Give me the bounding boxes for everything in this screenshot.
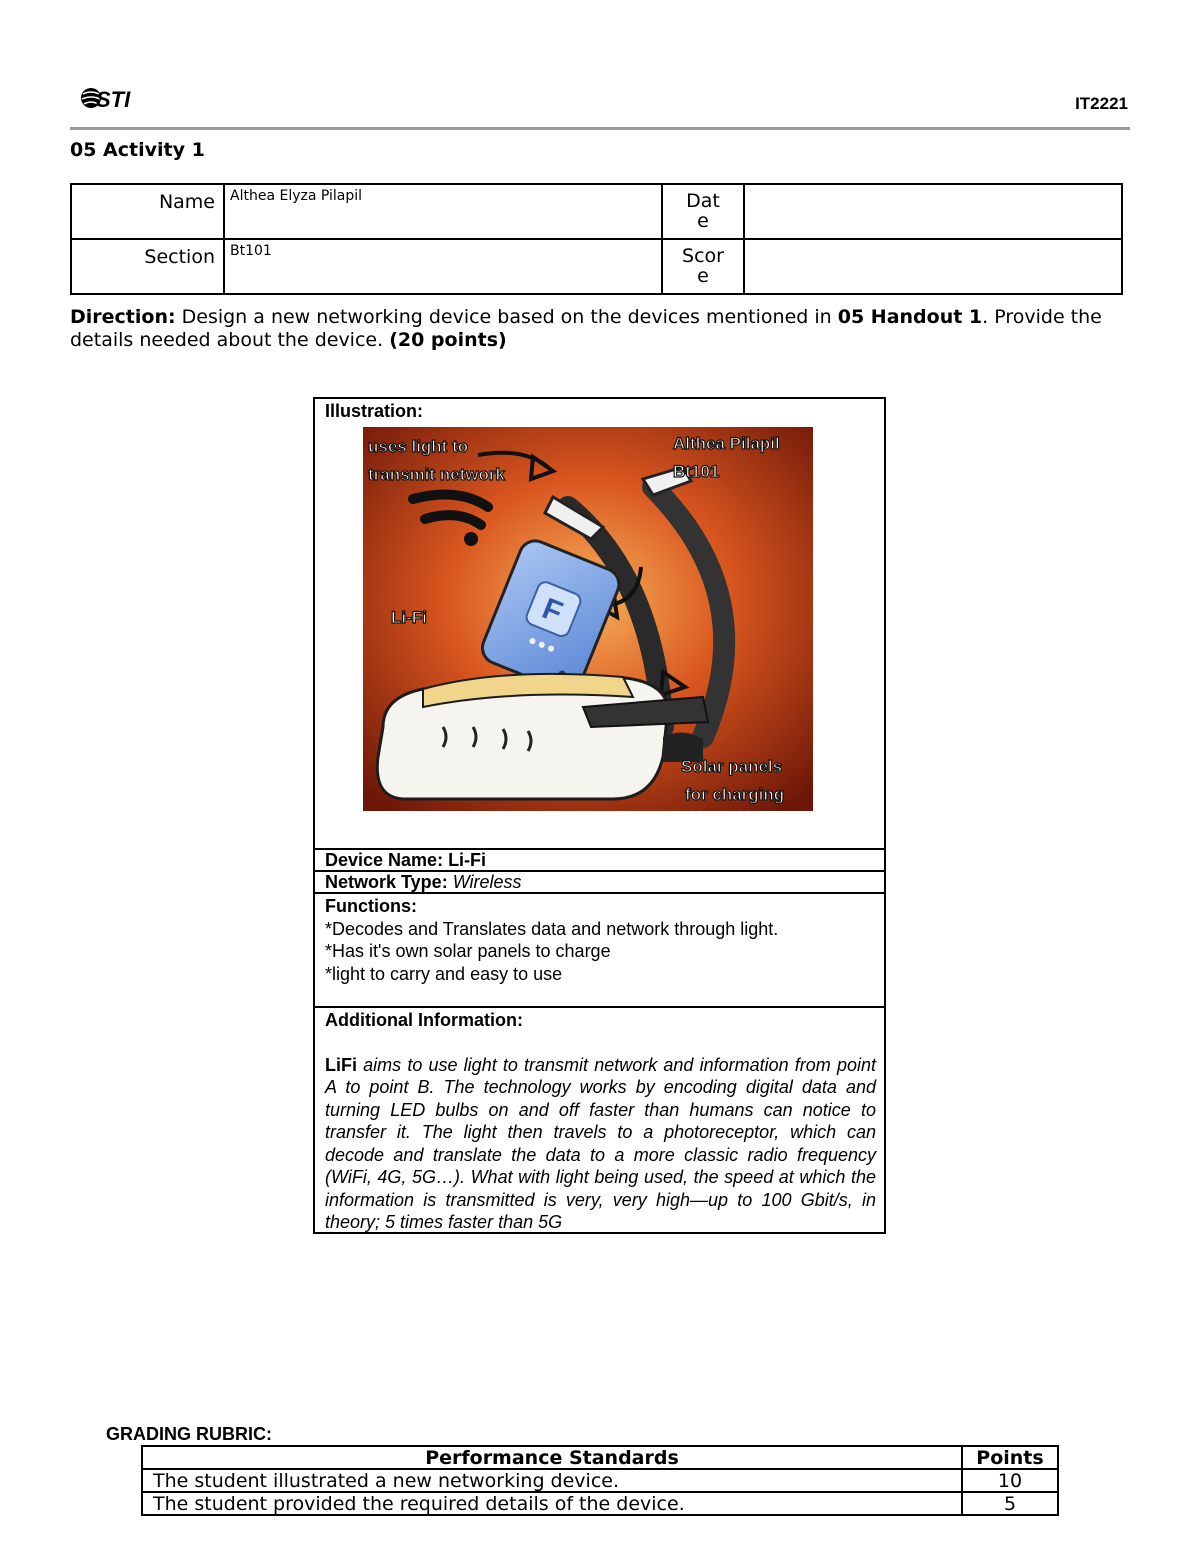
table-row [142, 1492, 1058, 1515]
network-type-row: Network Type: Wireless [315, 872, 884, 894]
lifi-device-illustration [363, 427, 813, 811]
rubric-points: 5 [962, 1492, 1058, 1515]
function-item: *Has it's own solar panels to charge [325, 941, 611, 961]
caption-line-1: uses light to [368, 437, 469, 456]
illustration-author: Althea Pilapil [673, 434, 780, 453]
additional-info-label: Additional Information: [325, 1010, 523, 1030]
grading-rubric-table [141, 1445, 1059, 1516]
name-field[interactable]: Althea Elyza Pilapil [224, 184, 662, 239]
section-label: Section [71, 239, 224, 294]
date-field[interactable] [744, 184, 1122, 239]
rubric-standard: The student provided the required details of the device. [142, 1492, 962, 1515]
illustration-section: Bt101 [673, 462, 720, 481]
student-info-table [70, 183, 1123, 295]
illustration-section [315, 399, 884, 850]
date-label: Dat e [662, 184, 744, 239]
score-field[interactable] [744, 239, 1122, 294]
direction-text: Direction: Design a new networking device based on the devices mentioned in 05 Handout 1. Provide the details needed about the device. (20 points) [70, 306, 1102, 351]
function-item: *Decodes and Translates data and network through light. [325, 918, 779, 939]
caption-line-2: transmit network [368, 465, 505, 484]
section-field[interactable]: Bt101 [224, 239, 662, 294]
illustration-label: Illustration: [325, 401, 423, 421]
additional-info-paragraph: LiFi aims to use light to transmit network and information from point A to point B. The technology works by encoding digital data and turning LED bulbs on and off faster than humans can notice to transfer it. The light then travels to a photoreceptor, which can decode and translate the data to a more classic radio frequency (WiFi, 4G, 5G…). What with light being used, the speed at which the information is transmitted is very, very high—up to 100 Gbit/s, in theory; 5 times faster than 5G [325, 1054, 876, 1232]
score-label: Scor e [662, 239, 744, 294]
additional-info-section [315, 1008, 884, 1232]
device-details-box [313, 397, 886, 1234]
activity-title: 05 Activity 1 [70, 139, 205, 161]
rubric-header-standards: Performance Standards [142, 1446, 962, 1469]
table-row [142, 1469, 1058, 1492]
functions-label: Functions: [325, 896, 417, 916]
sti-logo [78, 84, 138, 114]
rubric-points: 10 [962, 1469, 1058, 1492]
name-label: Name [71, 184, 224, 239]
function-item: *light to carry and easy to use [325, 963, 563, 984]
device-name-row: Device Name: Li-Fi [315, 850, 884, 872]
svg-text:F: F [537, 592, 567, 630]
rubric-header-points: Points [962, 1446, 1058, 1469]
functions-section [315, 894, 884, 1008]
illustration-device-name: Li-Fi [391, 608, 427, 627]
solar-caption-line-1: Solar panels [681, 757, 783, 776]
rubric-standard: The student illustrated a new networking device. [142, 1469, 962, 1492]
header-divider [70, 127, 1130, 130]
logo-text: STI [96, 87, 131, 112]
solar-caption-line-2: for charging [685, 785, 785, 804]
rubric-title: GRADING RUBRIC: [106, 1424, 272, 1444]
course-code: IT2221 [1075, 94, 1128, 113]
